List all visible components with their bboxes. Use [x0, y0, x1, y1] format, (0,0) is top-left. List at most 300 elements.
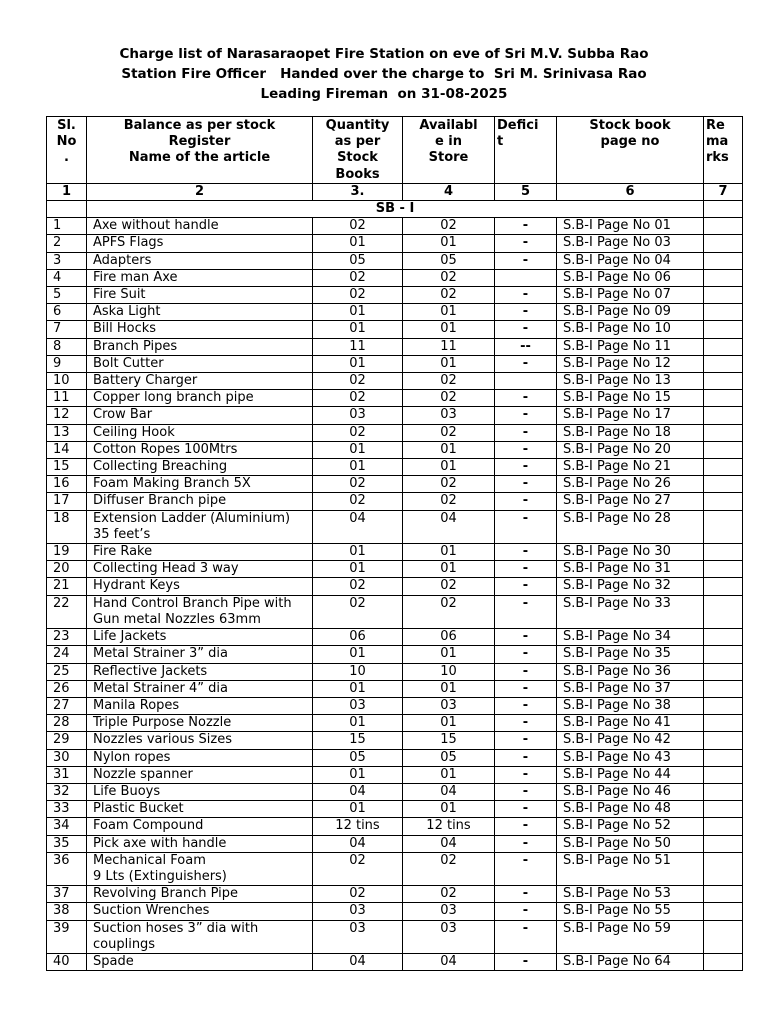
row-remarks — [704, 510, 743, 543]
row-page-no: S.B-I Page No 43 — [557, 749, 704, 766]
row-article-name: Foam Compound — [87, 818, 313, 835]
row-remarks — [704, 252, 743, 269]
row-sl-no: 35 — [47, 835, 87, 852]
row-article-name: Hand Control Branch Pipe with Gun metal Nozzles 63mm — [87, 595, 313, 628]
row-sl-no: 19 — [47, 544, 87, 561]
row-remarks — [704, 663, 743, 680]
document-title — [0, 44, 768, 104]
title-line-3: Leading Fireman on 31-08-2025 — [260, 86, 508, 102]
header-sl-no: Sl. No . — [47, 117, 87, 184]
table-row — [47, 304, 743, 321]
row-remarks — [704, 629, 743, 646]
row-page-no: S.B-I Page No 30 — [557, 544, 704, 561]
row-deficit: - — [495, 287, 557, 304]
row-page-no: S.B-I Page No 27 — [557, 493, 704, 510]
row-deficit — [495, 373, 557, 390]
row-sl-no: 29 — [47, 732, 87, 749]
table-row — [47, 595, 743, 628]
row-sl-no: 6 — [47, 304, 87, 321]
row-deficit: -- — [495, 338, 557, 355]
column-number: 1 — [47, 183, 87, 200]
row-sl-no: 36 — [47, 852, 87, 885]
row-deficit: - — [495, 459, 557, 476]
column-number: 4 — [403, 183, 495, 200]
row-sl-no: 11 — [47, 390, 87, 407]
row-sl-no: 30 — [47, 749, 87, 766]
row-quantity: 01 — [313, 561, 403, 578]
row-remarks — [704, 766, 743, 783]
row-article-name: Metal Strainer 4” dia — [87, 680, 313, 697]
row-quantity: 04 — [313, 835, 403, 852]
row-article-name: Foam Making Branch 5X — [87, 476, 313, 493]
row-remarks — [704, 321, 743, 338]
row-article-name: Adapters — [87, 252, 313, 269]
table-row — [47, 715, 743, 732]
row-article-name: Collecting Head 3 way — [87, 561, 313, 578]
row-page-no: S.B-I Page No 04 — [557, 252, 704, 269]
row-deficit: - — [495, 218, 557, 235]
row-deficit: - — [495, 835, 557, 852]
row-remarks — [704, 269, 743, 286]
row-remarks — [704, 441, 743, 458]
row-page-no: S.B-I Page No 48 — [557, 801, 704, 818]
row-available: 01 — [403, 801, 495, 818]
row-deficit: - — [495, 595, 557, 628]
table-row — [47, 407, 743, 424]
row-available: 03 — [403, 920, 495, 953]
row-quantity: 03 — [313, 697, 403, 714]
table-row — [47, 390, 743, 407]
row-available: 05 — [403, 252, 495, 269]
table-row — [47, 646, 743, 663]
row-quantity: 10 — [313, 663, 403, 680]
row-available: 01 — [403, 561, 495, 578]
row-page-no: S.B-I Page No 07 — [557, 287, 704, 304]
row-article-name: Crow Bar — [87, 407, 313, 424]
row-page-no: S.B-I Page No 44 — [557, 766, 704, 783]
row-remarks — [704, 715, 743, 732]
row-article-name: Fire Rake — [87, 544, 313, 561]
row-quantity: 04 — [313, 510, 403, 543]
row-page-no: S.B-I Page No 21 — [557, 459, 704, 476]
table-row — [47, 852, 743, 885]
row-available: 04 — [403, 510, 495, 543]
row-available: 01 — [403, 544, 495, 561]
row-deficit: - — [495, 441, 557, 458]
table-row — [47, 886, 743, 903]
header-article: Balance as per stock Register Name of the article — [87, 117, 313, 184]
row-remarks — [704, 424, 743, 441]
row-available: 03 — [403, 407, 495, 424]
row-quantity: 02 — [313, 218, 403, 235]
row-available: 01 — [403, 715, 495, 732]
row-remarks — [704, 235, 743, 252]
table-header — [47, 117, 743, 218]
row-available: 01 — [403, 766, 495, 783]
row-available: 03 — [403, 903, 495, 920]
row-quantity: 03 — [313, 920, 403, 953]
row-article-name: Pick axe with handle — [87, 835, 313, 852]
row-article-name: Nylon ropes — [87, 749, 313, 766]
header-row — [47, 117, 743, 184]
row-available: 03 — [403, 697, 495, 714]
row-deficit: - — [495, 510, 557, 543]
row-deficit: - — [495, 766, 557, 783]
row-available: 15 — [403, 732, 495, 749]
column-number: 6 — [557, 183, 704, 200]
row-available: 02 — [403, 373, 495, 390]
row-deficit: - — [495, 903, 557, 920]
row-page-no: S.B-I Page No 50 — [557, 835, 704, 852]
row-article-name: Axe without handle — [87, 218, 313, 235]
row-article-name: Copper long branch pipe — [87, 390, 313, 407]
row-deficit: - — [495, 732, 557, 749]
row-quantity: 01 — [313, 235, 403, 252]
row-sl-no: 37 — [47, 886, 87, 903]
row-remarks — [704, 595, 743, 628]
row-sl-no: 8 — [47, 338, 87, 355]
row-article-name: Nozzles various Sizes — [87, 732, 313, 749]
row-page-no: S.B-I Page No 28 — [557, 510, 704, 543]
row-available: 02 — [403, 218, 495, 235]
row-remarks — [704, 373, 743, 390]
row-remarks — [704, 697, 743, 714]
table-row — [47, 252, 743, 269]
row-remarks — [704, 732, 743, 749]
row-remarks — [704, 544, 743, 561]
row-page-no: S.B-I Page No 15 — [557, 390, 704, 407]
row-quantity: 15 — [313, 732, 403, 749]
header-available: Availabl e in Store — [403, 117, 495, 184]
row-available: 02 — [403, 493, 495, 510]
table-row — [47, 355, 743, 372]
table-row — [47, 697, 743, 714]
row-sl-no: 20 — [47, 561, 87, 578]
row-article-name: Suction hoses 3” dia with couplings — [87, 920, 313, 953]
table-row — [47, 321, 743, 338]
row-deficit: - — [495, 235, 557, 252]
row-available: 02 — [403, 287, 495, 304]
row-article-name: Bill Hocks — [87, 321, 313, 338]
table-row — [47, 561, 743, 578]
row-available: 05 — [403, 749, 495, 766]
row-sl-no: 25 — [47, 663, 87, 680]
table-row — [47, 235, 743, 252]
row-remarks — [704, 493, 743, 510]
row-sl-no: 32 — [47, 783, 87, 800]
row-quantity: 02 — [313, 269, 403, 286]
row-page-no: S.B-I Page No 55 — [557, 903, 704, 920]
row-page-no: S.B-I Page No 20 — [557, 441, 704, 458]
row-sl-no: 22 — [47, 595, 87, 628]
row-deficit: - — [495, 886, 557, 903]
row-available: 02 — [403, 595, 495, 628]
row-article-name: Revolving Branch Pipe — [87, 886, 313, 903]
row-deficit: - — [495, 493, 557, 510]
row-page-no: S.B-I Page No 34 — [557, 629, 704, 646]
row-quantity: 02 — [313, 852, 403, 885]
header-deficit: Defici t — [495, 117, 557, 184]
row-article-name: Plastic Bucket — [87, 801, 313, 818]
table-row — [47, 441, 743, 458]
row-available: 04 — [403, 783, 495, 800]
row-quantity: 01 — [313, 441, 403, 458]
table-row — [47, 801, 743, 818]
row-available: 01 — [403, 680, 495, 697]
row-available: 06 — [403, 629, 495, 646]
row-article-name: Battery Charger — [87, 373, 313, 390]
row-remarks — [704, 749, 743, 766]
row-quantity: 02 — [313, 373, 403, 390]
table-row — [47, 783, 743, 800]
row-page-no: S.B-I Page No 17 — [557, 407, 704, 424]
row-sl-no: 38 — [47, 903, 87, 920]
row-deficit: - — [495, 561, 557, 578]
row-remarks — [704, 218, 743, 235]
row-article-name: Branch Pipes — [87, 338, 313, 355]
row-quantity: 01 — [313, 355, 403, 372]
row-article-name: Triple Purpose Nozzle — [87, 715, 313, 732]
row-page-no: S.B-I Page No 51 — [557, 852, 704, 885]
row-sl-no: 39 — [47, 920, 87, 953]
row-page-no: S.B-I Page No 10 — [557, 321, 704, 338]
row-quantity: 02 — [313, 578, 403, 595]
row-available: 02 — [403, 476, 495, 493]
row-quantity: 04 — [313, 783, 403, 800]
row-available: 10 — [403, 663, 495, 680]
row-sl-no: 14 — [47, 441, 87, 458]
row-sl-no: 34 — [47, 818, 87, 835]
row-remarks — [704, 355, 743, 372]
row-article-name: Extension Ladder (Aluminium) 35 feet’s — [87, 510, 313, 543]
row-quantity: 01 — [313, 304, 403, 321]
row-remarks — [704, 903, 743, 920]
table-row — [47, 749, 743, 766]
row-deficit: - — [495, 424, 557, 441]
row-sl-no: 27 — [47, 697, 87, 714]
row-remarks — [704, 476, 743, 493]
row-deficit: - — [495, 476, 557, 493]
row-available: 01 — [403, 321, 495, 338]
row-article-name: Cotton Ropes 100Mtrs — [87, 441, 313, 458]
row-page-no: S.B-I Page No 37 — [557, 680, 704, 697]
row-sl-no: 9 — [47, 355, 87, 372]
row-deficit: - — [495, 920, 557, 953]
table-row — [47, 493, 743, 510]
row-remarks — [704, 561, 743, 578]
row-quantity: 01 — [313, 766, 403, 783]
row-deficit: - — [495, 646, 557, 663]
section-row — [47, 201, 743, 218]
row-quantity: 02 — [313, 287, 403, 304]
row-sl-no: 12 — [47, 407, 87, 424]
row-quantity: 02 — [313, 595, 403, 628]
table-row — [47, 510, 743, 543]
row-available: 01 — [403, 646, 495, 663]
row-deficit: - — [495, 953, 557, 970]
row-deficit: - — [495, 818, 557, 835]
table-row — [47, 818, 743, 835]
row-remarks — [704, 953, 743, 970]
row-sl-no: 31 — [47, 766, 87, 783]
row-sl-no: 15 — [47, 459, 87, 476]
row-quantity: 01 — [313, 459, 403, 476]
row-page-no: S.B-I Page No 41 — [557, 715, 704, 732]
row-quantity: 01 — [313, 801, 403, 818]
table-row — [47, 373, 743, 390]
table-row — [47, 287, 743, 304]
row-available: 01 — [403, 459, 495, 476]
row-page-no: S.B-I Page No 12 — [557, 355, 704, 372]
row-quantity: 01 — [313, 321, 403, 338]
row-article-name: Collecting Breaching — [87, 459, 313, 476]
row-deficit: - — [495, 629, 557, 646]
row-available: 02 — [403, 578, 495, 595]
section-label: SB - I — [87, 201, 704, 218]
row-quantity: 01 — [313, 715, 403, 732]
row-available: 02 — [403, 424, 495, 441]
row-sl-no: 3 — [47, 252, 87, 269]
row-remarks — [704, 459, 743, 476]
row-quantity: 01 — [313, 544, 403, 561]
row-available: 01 — [403, 355, 495, 372]
table-row — [47, 903, 743, 920]
row-page-no: S.B-I Page No 42 — [557, 732, 704, 749]
header-remarks: Re ma rks — [704, 117, 743, 184]
row-remarks — [704, 407, 743, 424]
table-row — [47, 663, 743, 680]
row-article-name: Spade — [87, 953, 313, 970]
section-cell-empty — [47, 201, 87, 218]
table-row — [47, 732, 743, 749]
header-quantity: Quantity as per Stock Books — [313, 117, 403, 184]
row-available: 02 — [403, 269, 495, 286]
row-available: 04 — [403, 953, 495, 970]
header-page-no: Stock book page no — [557, 117, 704, 184]
row-page-no: S.B-I Page No 35 — [557, 646, 704, 663]
row-sl-no: 33 — [47, 801, 87, 818]
column-number: 2 — [87, 183, 313, 200]
table-row — [47, 424, 743, 441]
row-page-no: S.B-I Page No 53 — [557, 886, 704, 903]
row-sl-no: 17 — [47, 493, 87, 510]
row-article-name: Ceiling Hook — [87, 424, 313, 441]
column-number: 3. — [313, 183, 403, 200]
row-available: 12 tins — [403, 818, 495, 835]
row-article-name: Manila Ropes — [87, 697, 313, 714]
row-sl-no: 16 — [47, 476, 87, 493]
row-page-no: S.B-I Page No 11 — [557, 338, 704, 355]
row-sl-no: 26 — [47, 680, 87, 697]
column-number: 7 — [704, 183, 743, 200]
row-page-no: S.B-I Page No 18 — [557, 424, 704, 441]
row-page-no: S.B-I Page No 64 — [557, 953, 704, 970]
row-quantity: 03 — [313, 407, 403, 424]
table-body — [47, 218, 743, 971]
row-deficit: - — [495, 252, 557, 269]
row-deficit: - — [495, 749, 557, 766]
row-remarks — [704, 852, 743, 885]
row-quantity: 02 — [313, 886, 403, 903]
row-sl-no: 2 — [47, 235, 87, 252]
row-article-name: Metal Strainer 3” dia — [87, 646, 313, 663]
row-page-no: S.B-I Page No 38 — [557, 697, 704, 714]
row-article-name: Aska Light — [87, 304, 313, 321]
row-quantity: 01 — [313, 646, 403, 663]
section-cell-empty — [704, 201, 743, 218]
table-row — [47, 766, 743, 783]
row-quantity: 02 — [313, 424, 403, 441]
row-remarks — [704, 680, 743, 697]
table-row — [47, 544, 743, 561]
table-row — [47, 920, 743, 953]
row-quantity: 05 — [313, 252, 403, 269]
row-available: 01 — [403, 304, 495, 321]
row-available: 11 — [403, 338, 495, 355]
table-row — [47, 269, 743, 286]
row-remarks — [704, 920, 743, 953]
row-sl-no: 10 — [47, 373, 87, 390]
table-row — [47, 338, 743, 355]
row-deficit: - — [495, 663, 557, 680]
row-article-name: Nozzle spanner — [87, 766, 313, 783]
row-page-no: S.B-I Page No 33 — [557, 595, 704, 628]
table-row — [47, 629, 743, 646]
row-page-no: S.B-I Page No 52 — [557, 818, 704, 835]
row-sl-no: 7 — [47, 321, 87, 338]
row-deficit: - — [495, 852, 557, 885]
row-deficit: - — [495, 355, 557, 372]
row-sl-no: 40 — [47, 953, 87, 970]
row-available: 01 — [403, 441, 495, 458]
row-remarks — [704, 338, 743, 355]
row-article-name: Reflective Jackets — [87, 663, 313, 680]
row-remarks — [704, 287, 743, 304]
row-deficit: - — [495, 801, 557, 818]
table-row — [47, 578, 743, 595]
column-number: 5 — [495, 183, 557, 200]
row-sl-no: 1 — [47, 218, 87, 235]
row-sl-no: 13 — [47, 424, 87, 441]
title-line-2: Station Fire Officer Handed over the charge to Sri M. Srinivasa Rao — [121, 66, 647, 82]
row-quantity: 12 tins — [313, 818, 403, 835]
row-page-no: S.B-I Page No 46 — [557, 783, 704, 800]
row-sl-no: 24 — [47, 646, 87, 663]
table-row — [47, 218, 743, 235]
row-quantity: 02 — [313, 493, 403, 510]
table-row — [47, 459, 743, 476]
row-page-no: S.B-I Page No 36 — [557, 663, 704, 680]
row-deficit: - — [495, 697, 557, 714]
row-quantity: 02 — [313, 390, 403, 407]
row-sl-no: 18 — [47, 510, 87, 543]
row-remarks — [704, 578, 743, 595]
table-row — [47, 953, 743, 970]
row-deficit: - — [495, 715, 557, 732]
row-available: 04 — [403, 835, 495, 852]
row-quantity: 11 — [313, 338, 403, 355]
row-article-name: APFS Flags — [87, 235, 313, 252]
charge-list-table — [46, 116, 743, 971]
row-article-name: Life Jackets — [87, 629, 313, 646]
row-article-name: Suction Wrenches — [87, 903, 313, 920]
row-remarks — [704, 835, 743, 852]
row-remarks — [704, 801, 743, 818]
row-available: 02 — [403, 852, 495, 885]
row-quantity: 04 — [313, 953, 403, 970]
column-number-row — [47, 183, 743, 200]
row-page-no: S.B-I Page No 32 — [557, 578, 704, 595]
